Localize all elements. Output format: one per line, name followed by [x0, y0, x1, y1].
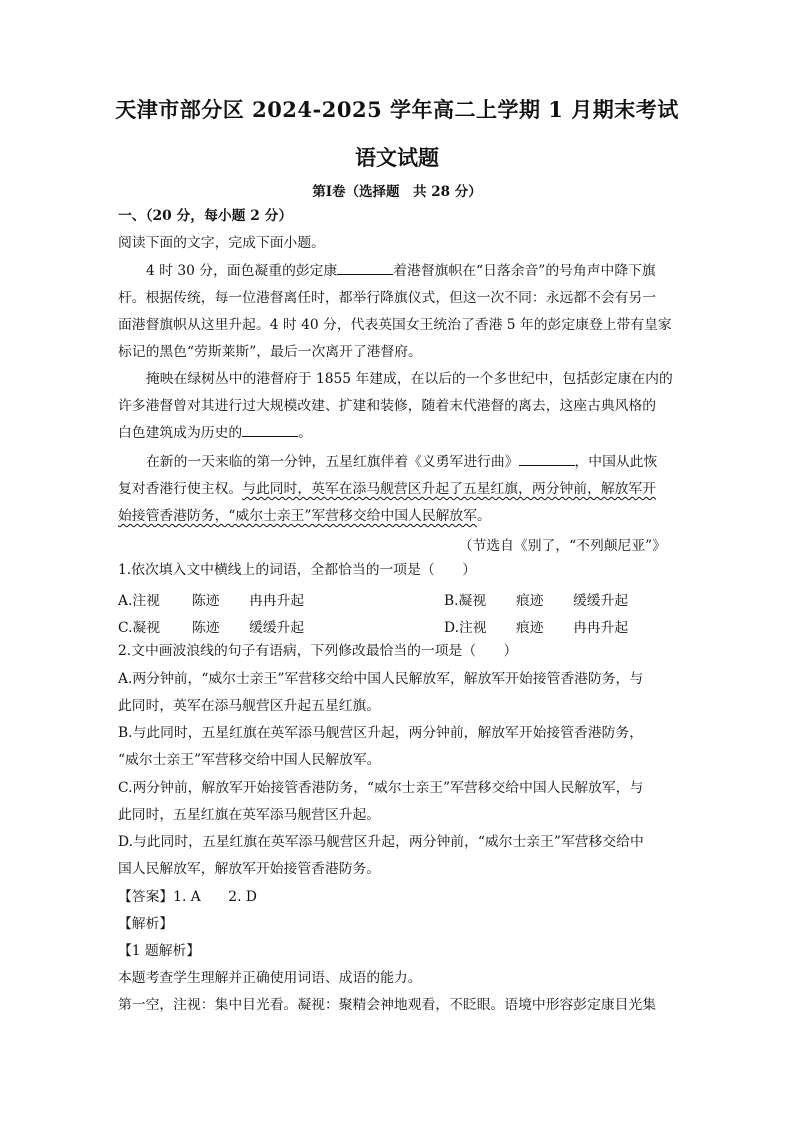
reading-instruction: 阅读下面的文字，完成下面小题。: [118, 235, 325, 251]
exam-subtitle: 语文试题: [355, 145, 439, 170]
passage-line: [118, 507, 491, 525]
q2-option-b-cont: “威尔士亲王”军营移交给中国人民解放军。: [118, 752, 381, 768]
answer-line: 【答案】1. A 2. D: [118, 889, 257, 905]
q1-option-a-word3: 冉冉升起: [249, 593, 305, 609]
passage-line: 掩映在绿树丛中的港督府于 1855 年建成，在以后的一个多世纪中，包括彭定康在内的: [146, 371, 673, 387]
analysis-heading: 【解析】: [118, 916, 174, 932]
wavy-underlined-sentence: 与此同时，英军在添马舰营区升起了五星红旗，两分钟前，解放军开: [242, 481, 657, 497]
q1-option-b-label: B.凝视: [444, 593, 487, 609]
q1-option-c-label: C.凝视: [118, 620, 161, 636]
q1-option-d-label: D.注视: [444, 620, 487, 636]
question-2-stem: 2.文中画波浪线的句子有语病，下列修改最恰当的一项是（ ）: [118, 643, 518, 659]
passage-text: 在新的一天来临的第一分钟，五星红旗伴着《义勇军进行曲》: [146, 454, 519, 470]
part-heading: 第Ⅰ卷（选择题 共 28 分）: [312, 184, 482, 200]
q1-option-d-word2: 痕迹: [516, 620, 544, 636]
q2-option-a: A.两分钟前，“威尔士亲王”军营移交给中国人民解放军，解放军开始接管香港防务，与: [118, 671, 644, 687]
passage-text: 。: [298, 425, 312, 441]
passage-text: ，中国从此恢: [574, 454, 658, 470]
q1-option-c-word3: 缓缓升起: [249, 620, 305, 636]
fill-blank-2: [242, 424, 298, 437]
q1-option-a-word2: 陈迹: [192, 593, 220, 609]
passage-text: 着港督旗帜在“日落余音”的号角声中降下旗: [393, 263, 656, 279]
section-heading: 一、（20 分，每小题 2 分）: [118, 208, 293, 224]
q1-option-d-word3: 冉冉升起: [573, 620, 629, 636]
question-1-stem: 1.依次填入文中横线上的词语，全都恰当的一项是（ ）: [118, 562, 477, 578]
q1-analysis-text: 本题考查学生理解并正确使用词语、成语的能力。: [118, 970, 422, 986]
passage-line: [146, 262, 656, 280]
fill-blank-1: [337, 262, 393, 275]
passage-line: 标记的黑色“劳斯莱斯”，最后一次离开了港督府。: [118, 344, 422, 360]
passage-source: （节选自《别了，“不列颠尼亚”》: [458, 538, 666, 554]
q1-analysis-detail: 第一空，注视：集中目光看。凝视：聚精会神地观看，不眨眼。语境中形容彭定康目光集: [118, 997, 657, 1013]
passage-text: 4 时 30 分，面色凝重的彭定康: [146, 263, 338, 279]
exam-title: 天津市部分区 2024-2025 学年高二上学期 1 月期末考试: [115, 97, 679, 122]
wavy-underlined-sentence: 始接管香港防务，“威尔士亲王”军营移交给中国人民解放军: [118, 508, 478, 524]
passage-text: 。: [477, 508, 491, 524]
q2-option-b: B.与此同时，五星红旗在英军添马舰营区升起，两分钟前，解放军开始接管香港防务，: [118, 725, 644, 741]
passage-line: [146, 453, 657, 471]
passage-line: 杆。根据传统，每一位港督离任时，都举行降旗仪式，但这一次不同：永远都不会有另一: [118, 290, 657, 306]
q2-option-a-cont: 此同时，英军在添马舰营区升起五星红旗。: [118, 698, 381, 714]
passage-line: [118, 480, 656, 498]
q2-option-d: D.与此同时，五星红旗在英军添马舰营区升起，两分钟前，“威尔士亲王”军营移交给中: [118, 834, 644, 850]
passage-text: 复对香港行使主权。: [118, 481, 243, 497]
q1-option-c-word2: 陈迹: [192, 620, 220, 636]
passage-line: 许多港督曾对其进行过大规模改建、扩建和装修，随着末代港督的离去，这座古典风格的: [118, 398, 657, 414]
q2-option-c-cont: 此同时，五星红旗在英军添马舰营区升起。: [118, 807, 381, 823]
q1-option-b-word2: 痕迹: [516, 593, 544, 609]
q1-option-a-label: A.注视: [118, 593, 160, 609]
passage-line: 面港督旗帜从这里升起。4 时 40 分，代表英国女王统治了香港 5 年的彭定康登上带有皇家: [118, 317, 672, 333]
q1-analysis-heading: 【1 题解析】: [118, 943, 201, 959]
passage-line: [118, 424, 312, 442]
passage-text: 白色建筑成为历史的: [118, 425, 243, 441]
q1-option-b-word3: 缓缓升起: [573, 593, 629, 609]
q2-option-c: C.两分钟前，解放军开始接管香港防务，“威尔士亲王”军营移交给中国人民解放军，与: [118, 780, 644, 796]
fill-blank-3: [519, 453, 575, 466]
q2-option-d-cont: 国人民解放军，解放军开始接管香港防务。: [118, 861, 381, 877]
